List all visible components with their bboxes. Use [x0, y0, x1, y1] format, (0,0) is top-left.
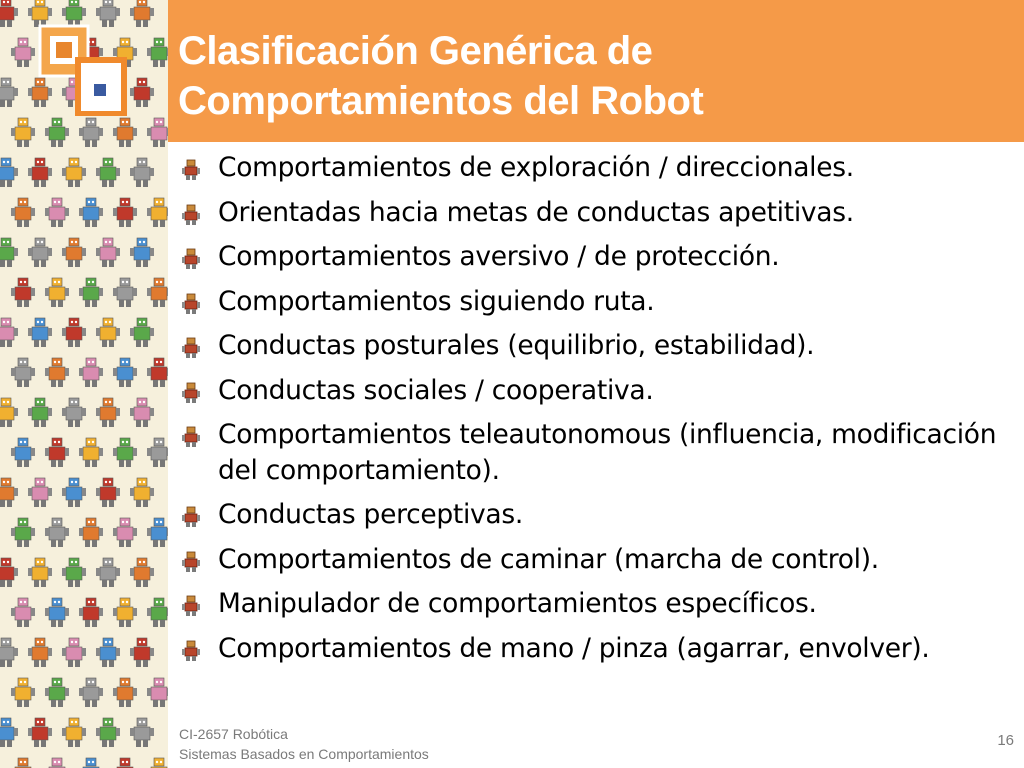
pattern-robot	[113, 518, 137, 547]
list-item: Orientadas hacia metas de conductas apetitivas.	[180, 195, 1010, 231]
pattern-robot	[0, 238, 18, 267]
list-item: Comportamientos de exploración / direccionales.	[180, 150, 1010, 186]
robot-icon	[180, 595, 202, 617]
pattern-robot	[45, 198, 69, 227]
pattern-robot	[96, 158, 120, 187]
pattern-robot	[28, 478, 52, 507]
pattern-robot	[0, 398, 18, 427]
pattern-robot	[62, 638, 86, 667]
robot-icon	[180, 506, 202, 528]
pattern-robot	[45, 278, 69, 307]
robot-icon	[180, 204, 202, 226]
pattern-robot	[45, 118, 69, 147]
pattern-robot	[11, 678, 35, 707]
list-item: Comportamientos siguiendo ruta.	[180, 284, 1010, 320]
pattern-robot	[147, 598, 168, 627]
list-item: Conductas perceptivas.	[180, 497, 1010, 533]
footer-subtitle: Sistemas Basados en Comportamientos	[179, 746, 429, 762]
pattern-robot	[130, 478, 154, 507]
pattern-robot	[113, 438, 137, 467]
robot-icon	[180, 640, 202, 662]
pattern-robot	[113, 678, 137, 707]
list-item: Comportamientos aversivo / de protección.	[180, 239, 1010, 275]
slide-title	[178, 26, 1008, 126]
list-item: Comportamientos de mano / pinza (agarrar, envolver).	[180, 631, 1010, 667]
pattern-robot	[130, 0, 154, 27]
logo-icon	[38, 24, 128, 116]
pattern-robot	[0, 718, 18, 747]
pattern-robot	[130, 238, 154, 267]
pattern-robot	[79, 118, 103, 147]
robot-icon	[180, 382, 202, 404]
pattern-robot	[147, 358, 168, 387]
pattern-robot	[79, 678, 103, 707]
pattern-robot	[113, 358, 137, 387]
list-item: Manipulador de comportamientos específicos.	[180, 586, 1010, 622]
footer	[179, 724, 429, 764]
pattern-robot	[79, 598, 103, 627]
pattern-robot	[96, 478, 120, 507]
pattern-robot	[96, 0, 120, 27]
pattern-robot	[62, 398, 86, 427]
pattern-robot	[147, 758, 168, 768]
pattern-robot	[130, 558, 154, 587]
pattern-robot	[28, 398, 52, 427]
pattern-robot	[28, 318, 52, 347]
pattern-robot	[11, 438, 35, 467]
pattern-robot	[79, 358, 103, 387]
pattern-robot	[96, 238, 120, 267]
pattern-robot	[28, 238, 52, 267]
pattern-robot	[147, 438, 168, 467]
list-item: Conductas posturales (equilibrio, estabilidad).	[180, 328, 1010, 364]
pattern-robot	[45, 758, 69, 768]
pattern-robot	[96, 718, 120, 747]
pattern-robot	[130, 158, 154, 187]
robot-icon	[180, 159, 202, 181]
pattern-robot	[11, 358, 35, 387]
pattern-robot	[28, 718, 52, 747]
pattern-robot	[45, 598, 69, 627]
pattern-robot	[62, 158, 86, 187]
footer-course: CI-2657 Robótica	[179, 726, 288, 742]
pattern-robot	[0, 318, 18, 347]
pattern-robot	[147, 198, 168, 227]
pattern-robot	[45, 518, 69, 547]
pattern-robot	[130, 638, 154, 667]
pattern-robot	[28, 638, 52, 667]
pattern-robot	[130, 718, 154, 747]
pattern-robot	[79, 518, 103, 547]
robot-icon	[180, 337, 202, 359]
pattern-robot	[79, 438, 103, 467]
pattern-robot	[0, 78, 18, 107]
title-line-2: Comportamientos del Robot	[178, 79, 704, 123]
pattern-robot	[147, 678, 168, 707]
title-line-1: Clasificación Genérica de	[178, 29, 653, 73]
pattern-robot	[0, 638, 18, 667]
pattern-robot	[62, 0, 86, 27]
pattern-robot	[96, 318, 120, 347]
pattern-robot	[11, 758, 35, 768]
pattern-robot	[62, 718, 86, 747]
page-number: 16	[997, 732, 1014, 749]
pattern-robot	[96, 638, 120, 667]
pattern-robot	[11, 278, 35, 307]
pattern-robot	[11, 118, 35, 147]
pattern-robot	[147, 518, 168, 547]
pattern-robot	[130, 398, 154, 427]
robot-icon	[180, 248, 202, 270]
pattern-robot	[113, 758, 137, 768]
pattern-robot	[0, 0, 18, 27]
pattern-robot	[130, 318, 154, 347]
pattern-robot	[113, 198, 137, 227]
pattern-robot	[62, 318, 86, 347]
pattern-robot	[96, 398, 120, 427]
pattern-robot	[62, 558, 86, 587]
pattern-robot	[147, 278, 168, 307]
pattern-robot	[96, 558, 120, 587]
pattern-robot	[147, 38, 168, 67]
pattern-robot	[130, 78, 154, 107]
pattern-robot	[62, 478, 86, 507]
pattern-robot	[62, 238, 86, 267]
pattern-robot	[28, 158, 52, 187]
pattern-robot	[11, 518, 35, 547]
robot-icon	[180, 551, 202, 573]
pattern-robot	[147, 118, 168, 147]
pattern-robot	[45, 438, 69, 467]
list-item: Comportamientos de caminar (marcha de control).	[180, 542, 1010, 578]
pattern-robot	[79, 198, 103, 227]
pattern-robot	[11, 38, 35, 67]
robot-icon	[180, 293, 202, 315]
pattern-robot	[28, 0, 52, 27]
bullet-list	[180, 150, 1010, 675]
pattern-robot	[45, 358, 69, 387]
pattern-robot	[0, 158, 18, 187]
pattern-robot	[113, 118, 137, 147]
pattern-robot	[45, 678, 69, 707]
pattern-robot	[0, 478, 18, 507]
robot-icon	[180, 426, 202, 448]
pattern-robot	[28, 558, 52, 587]
list-item: Conductas sociales / cooperativa.	[180, 373, 1010, 409]
list-item: Comportamientos teleautonomous (influencia, modificación del comportamiento).	[180, 417, 1010, 488]
pattern-robot	[79, 758, 103, 768]
pattern-robot	[11, 598, 35, 627]
pattern-robot	[113, 598, 137, 627]
pattern-robot	[113, 278, 137, 307]
pattern-robot	[0, 558, 18, 587]
pattern-robot	[11, 198, 35, 227]
pattern-robot	[79, 278, 103, 307]
